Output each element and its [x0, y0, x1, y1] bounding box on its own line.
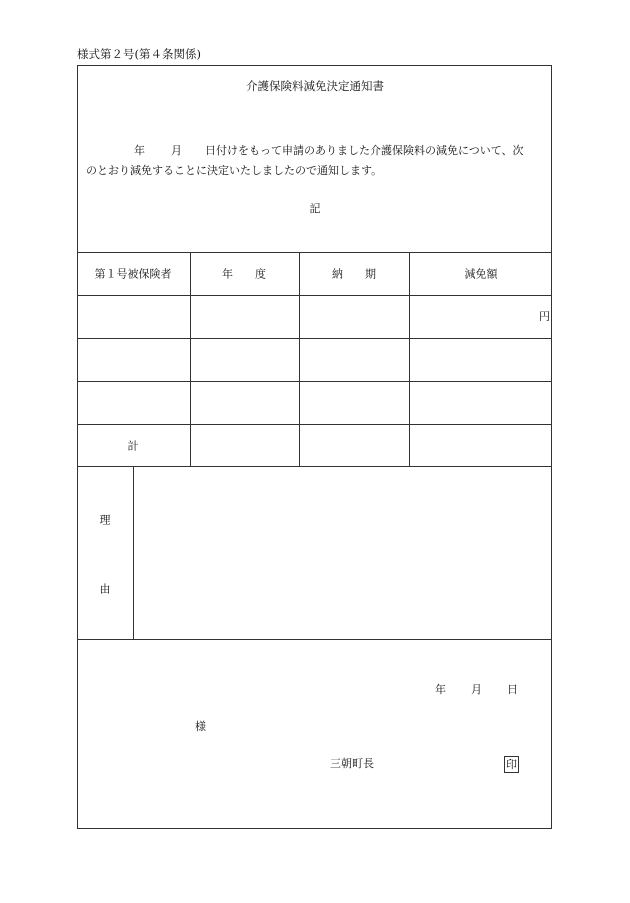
table-column-rule	[409, 252, 410, 466]
table-row-rule	[77, 424, 552, 425]
footer-year-label: 年	[435, 683, 446, 696]
reason-divider	[133, 466, 134, 639]
footer-day-label: 日	[507, 683, 518, 696]
mayor-title: 三朝町長	[330, 757, 374, 770]
addressee-sama: 様	[195, 720, 206, 733]
intro-text-line1: 日付けをもって申請のありました介護保険料の減免について、次	[205, 144, 524, 157]
reason-label-char1: 理	[99, 513, 111, 527]
notice-frame	[77, 65, 552, 829]
intro-year-label: 年	[134, 144, 145, 157]
table-header-rule	[77, 295, 552, 296]
table-row-rule	[77, 338, 552, 339]
intro-month-label: 月	[171, 144, 182, 157]
total-label: 計	[127, 439, 139, 453]
seal-mark: 印	[506, 758, 517, 771]
header-reduction-amount: 減免額	[464, 267, 498, 281]
footer-month-label: 月	[471, 683, 482, 696]
table-bottom-rule	[77, 466, 552, 467]
reason-label-char2: 由	[99, 582, 111, 596]
intro-text-line2: のとおり減免することに決定いたしましたので通知します。	[86, 164, 383, 177]
table-top-rule	[77, 252, 552, 253]
header-insured-person: 第１号被保険者	[94, 267, 172, 281]
document-title: 介護保険料減免決定通知書	[246, 79, 384, 93]
form-number-label: 様式第２号(第４条関係)	[77, 47, 201, 61]
header-fiscal-year: 年 度	[222, 267, 266, 281]
table-column-rule	[190, 252, 191, 466]
reason-bottom-rule	[77, 639, 552, 640]
table-column-rule	[299, 252, 300, 466]
header-payment-period: 納 期	[332, 267, 376, 281]
ki-heading: 記	[309, 202, 321, 215]
yen-unit: 円	[539, 310, 550, 323]
table-row-rule	[77, 381, 552, 382]
